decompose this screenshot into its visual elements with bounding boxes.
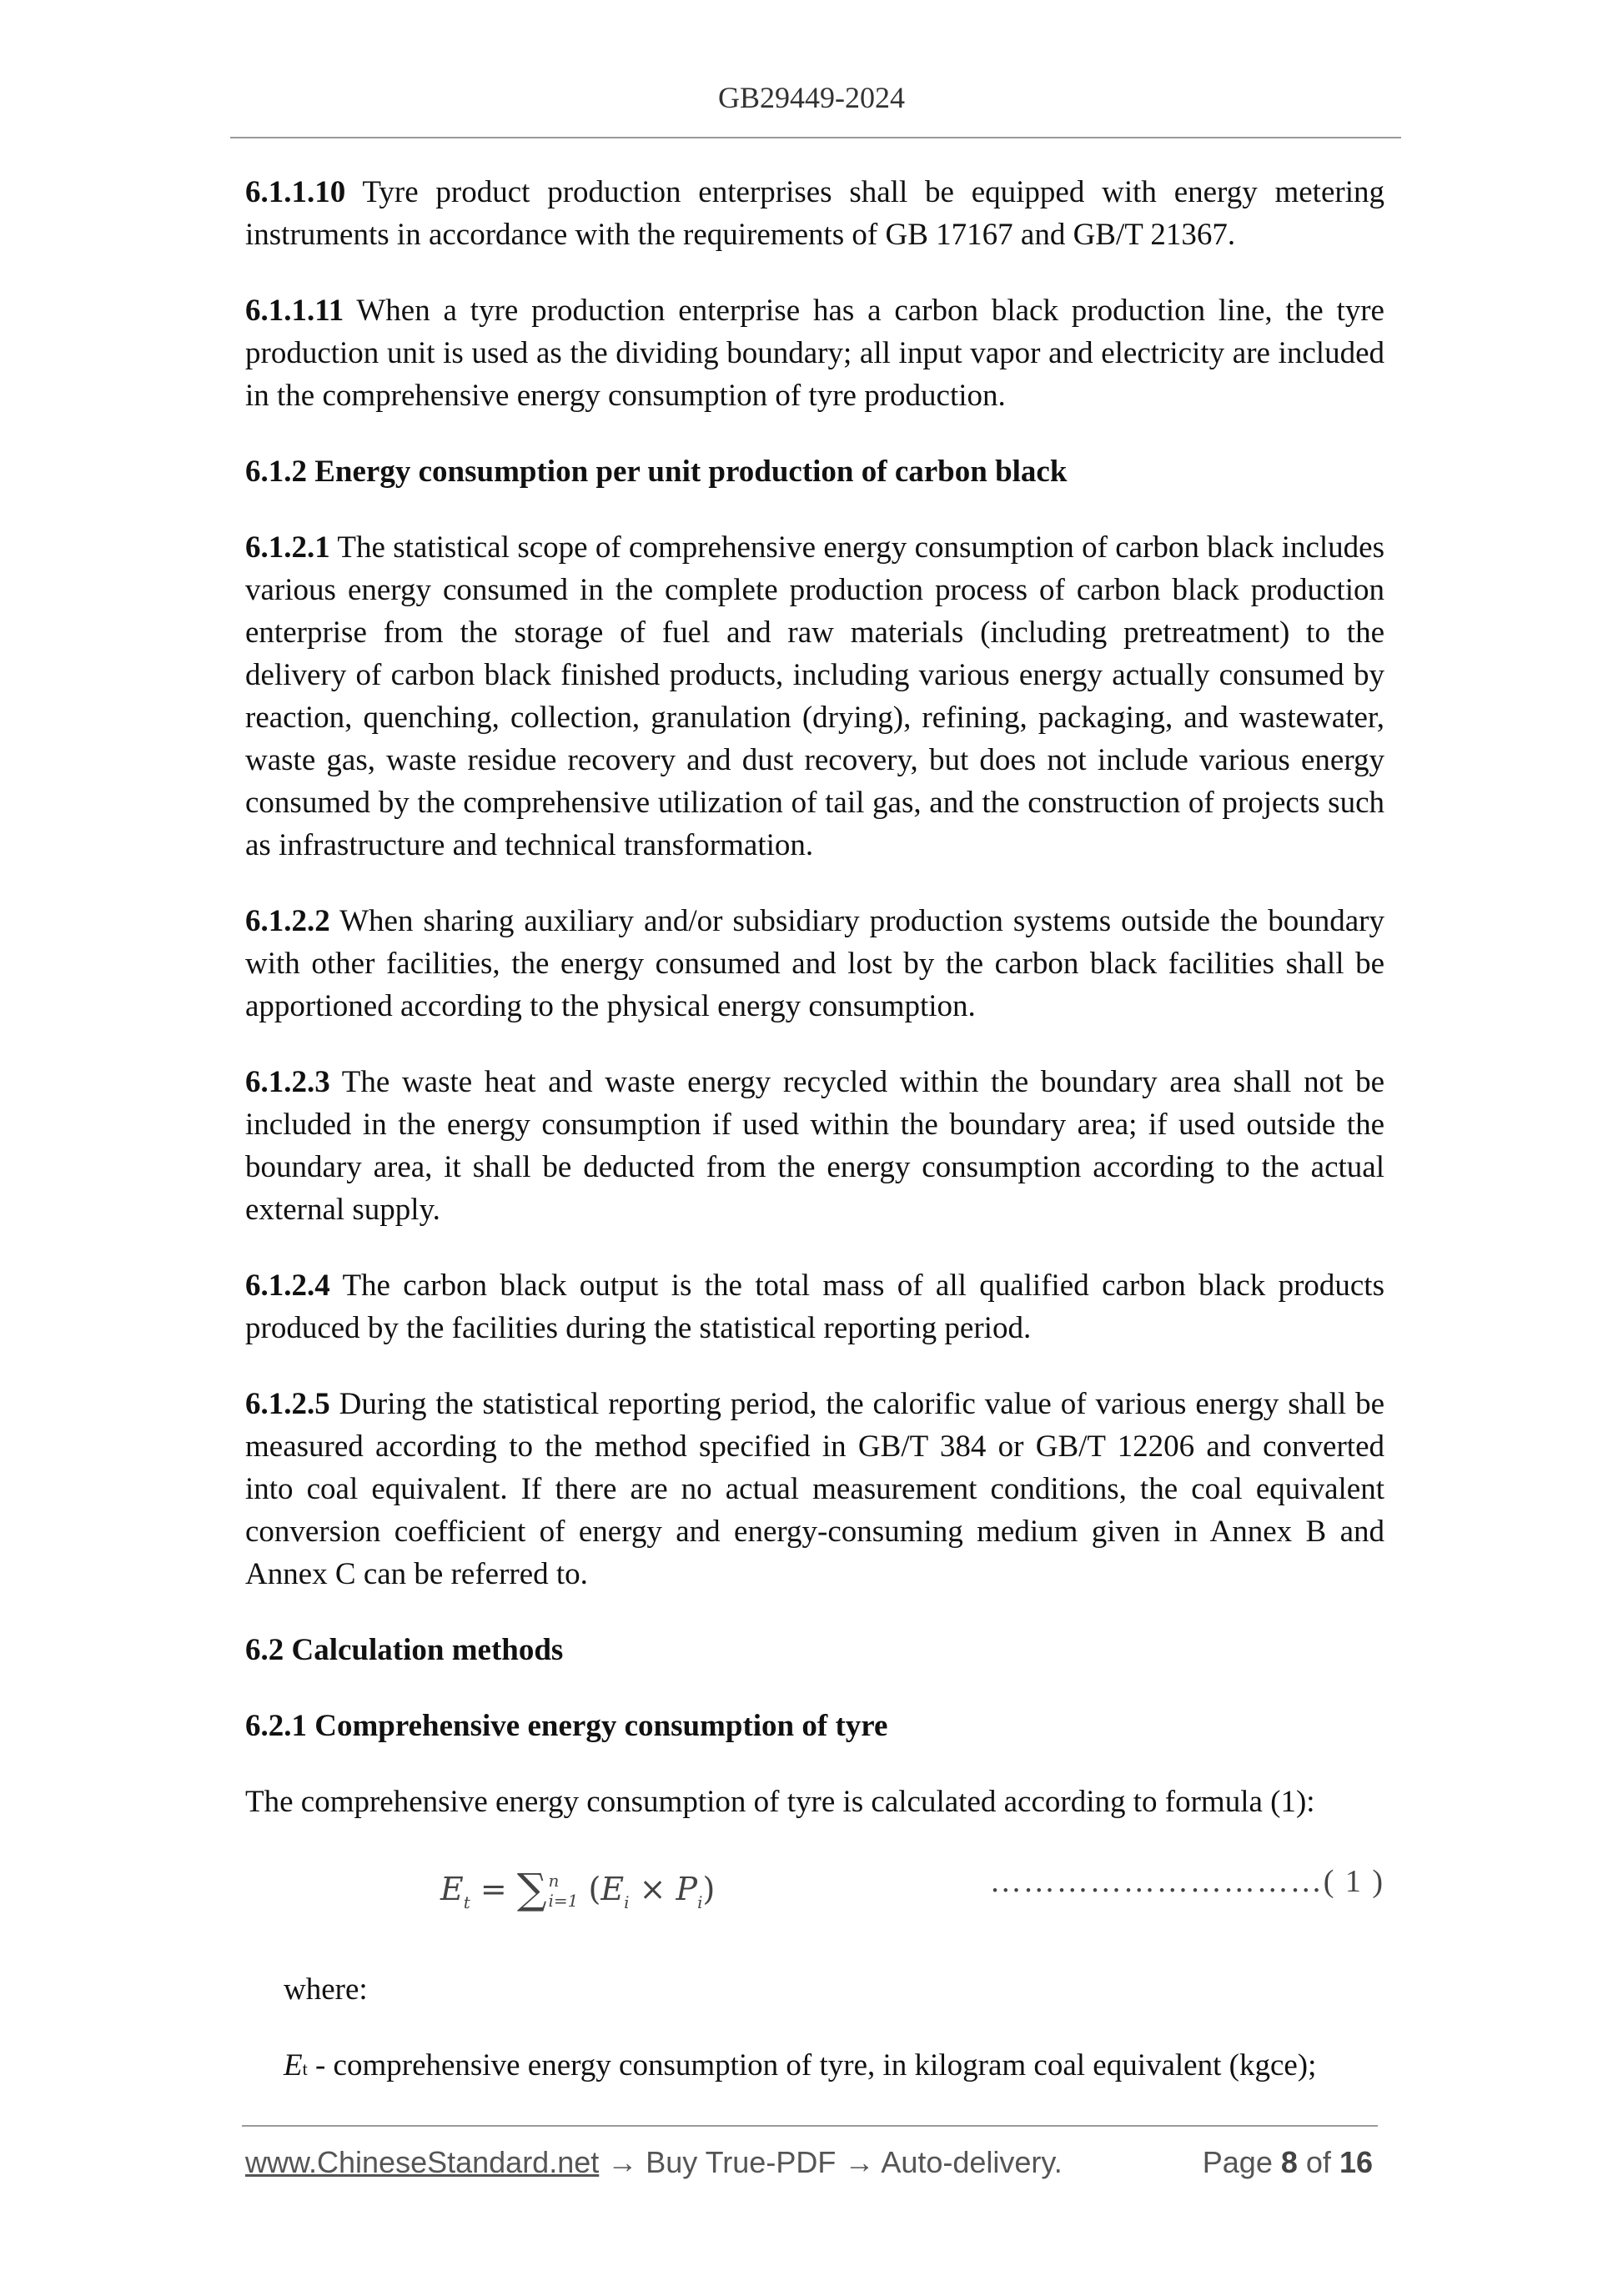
promo-text: → Buy True-PDF → Auto-delivery. [599,2145,1063,2179]
clause-6-1-2-3 [245,1061,1384,1231]
footer-divider [242,2125,1378,2127]
formula-leader: ………………………… [989,1864,1324,1899]
formula-term2-symbol: P [676,1871,698,1907]
where-label: where: [284,1972,368,2007]
formula-intro: The comprehensive energy consumption of tyre is calculated according to formula (1): [245,1785,1315,1819]
formula-number-label: ( 1 ) [1323,1864,1384,1899]
formula-times: × [639,1871,666,1907]
clause-text: When sharing auxiliary and/or subsidiary production systems outside the boundary with other facilities, the energy consumed and lost by the carbon black facilities shall be apportioned according to the physical energy consumption. [245,904,1384,1023]
formula-number [990,1863,1384,1900]
clause-6-1-2-5 [245,1383,1384,1595]
clause-number: 6.1.2.2 [245,904,330,938]
formula-lhs-sub: t [463,1892,470,1912]
clause-number: 6.1.2.4 [245,1269,330,1303]
formula-term2-sub: i [697,1892,703,1912]
variable-description: - comprehensive energy consumption of tyre, in kilogram coal equivalent (kgce); [307,2048,1317,2082]
clause-6-1-1-11 [245,289,1384,417]
page-total: 16 [1339,2145,1373,2179]
page-current: 8 [1280,2145,1298,2179]
formula-term1-sub: i [624,1892,630,1912]
clause-number: 6.1.1.10 [245,175,346,209]
clause-text: Tyre product production enterprises shall be equipped with energy metering instruments in accordance with the requirements of GB 17167 and GB/T 21367. [245,175,1384,252]
formula-open-paren: ( [588,1871,601,1907]
formula-equals: = [480,1871,507,1907]
page-indicator [1203,2145,1373,2180]
variable-symbol: E [284,2048,303,2082]
header-divider [230,137,1401,138]
clause-text: The statistical scope of comprehensive energy consumption of carbon black includes various energy consumed in the complete production process of carbon black production enterprise from the storage of fuel and raw materials (including pretreatment) to the delivery of carbon black finished products, including various energy actually consumed by reaction, quenching, collection, granulation (drying), refining, packaging, and wastewater, waste gas, waste residue recovery and dust recovery, but does not include various energy consumed by the comprehensive utilization of tail gas, and the construction of projects such as infrastructure and technical transformation. [245,530,1384,862]
clause-text: When a tyre production enterprise has a carbon black production line, the tyre production unit is used as the dividing boundary; all input vapor and electricity are included in the comprehensive energy consumption of tyre production. [245,294,1384,413]
variable-subscript: t [302,2058,308,2079]
page-of: of [1305,2145,1331,2179]
clause-6-1-1-10 [245,171,1384,256]
variable-definition-et [245,2044,1384,2090]
clause-6-1-2-1 [245,526,1384,867]
document-body [245,171,1384,2123]
heading-6-1-2: 6.1.2 Energy consumption per unit production of carbon black [245,455,1068,489]
page-label: Page [1202,2145,1273,2179]
clause-number: 6.1.2.3 [245,1065,330,1099]
formula-sigma: ∑ [516,1865,547,1913]
heading-6-2-1: 6.2.1 Comprehensive energy consumption of tyre [245,1709,888,1743]
clause-6-1-2-2 [245,900,1384,1027]
formula-lower-limit: i=1 [548,1890,579,1911]
formula-expression [440,1861,715,1912]
clause-text: The waste heat and waste energy recycled within the boundary area shall not be included in the energy consumption if used within the boundary area; if used outside the boundary area, it shall be deducted from the energy consumption according to the actual external supply. [245,1065,1384,1227]
clause-text: The carbon black output is the total mass of all qualified carbon black products produced by the facilities during the statistical reporting period. [245,1269,1384,1345]
formula-upper-limit: n [548,1870,560,1891]
clause-number: 6.1.2.5 [245,1387,330,1421]
formula-close-paren: ) [702,1871,716,1907]
page-footer [245,2145,1384,2180]
clause-text: During the statistical reporting period, the calorific value of various energy shall be measured according to the method specified in GB/T 384 or GB/T 12206 and converted into coal equivalent. If there are no actual measurement conditions, the coal equivalent conversion coefficient of energy and energy-consuming medium given in Annex B and Annex C can be referred to. [245,1387,1384,1591]
clause-number: 6.1.1.11 [245,294,344,328]
clause-6-1-2-4 [245,1264,1384,1349]
formula-term1-symbol: E [600,1871,625,1907]
formula-limits [549,1871,579,1911]
formula-lhs-symbol: E [440,1871,464,1907]
formula-1 [245,1856,1384,1937]
heading-6-2: 6.2 Calculation methods [245,1633,564,1667]
site-link[interactable]: www.ChineseStandard.net [245,2145,600,2179]
clause-number: 6.1.2.1 [245,530,330,565]
document-standard-id: GB29449-2024 [718,81,905,114]
